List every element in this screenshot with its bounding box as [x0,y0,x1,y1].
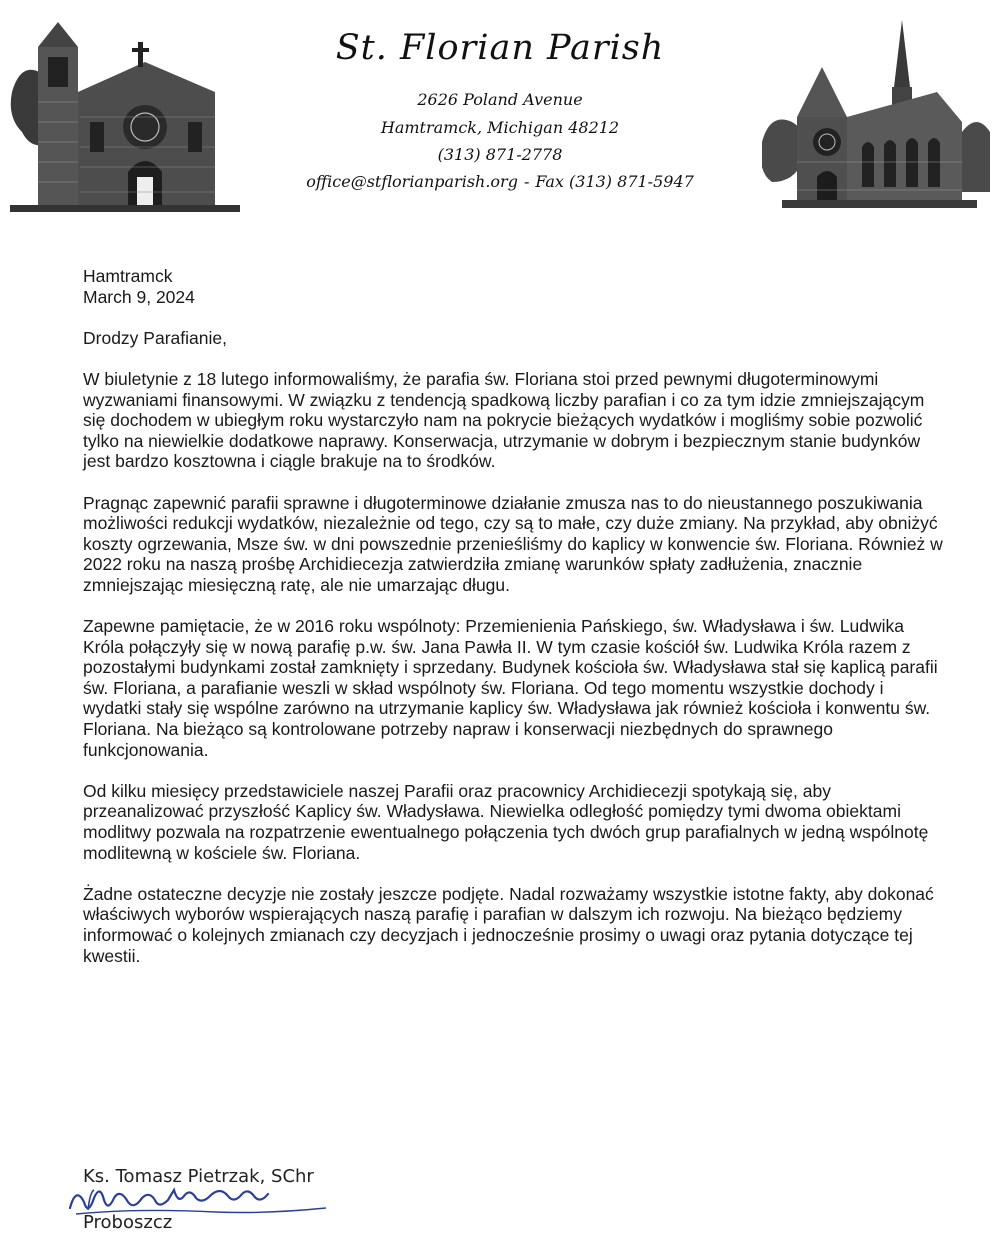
letter-body [83,266,943,987]
paragraph-2: Pragnąc zapewnić parafii sprawne i długoterminowe działanie zmusza nas to do nieustannego poszukiwania możliwości redukcji wydatków, niezależnie od tego, czy są to małe, czy duże zmiany. Na przykład, aby obniżyć koszty ogrzewania, Msze św. w dni powszednie przenieśliśmy do kaplicy w konwencie św. Floriana. Również w 2022 roku na naszą prośbę Archidiecezja zatwierdziła zmianę warunków spłaty zadłużenia, znacznie zmniejszając miesięczną ratę, ale nie umarzając długu. [83,492,943,595]
paragraph-5: Żadne ostateczne decyzje nie zostały jeszcze podjęte. Nadal rozważamy wszystkie istotne fakty, aby dokonać właściwych wyborów wspierających naszą parafię i parafian w dalszym ich rozwoju. Na bieżąco będziemy informować o kolejnych zmianach czy decyzjach i jednocześnie prosimy o uwagi oraz pytania dotyczące tej kwestii. [83,883,934,966]
signer-name: Ks. Tomasz Pietrzak, SChr [83,1166,314,1187]
address-city: Hamtramck, Michigan 48212 [380,118,620,137]
place-date-block [83,266,943,307]
signature-block [68,1162,388,1237]
letterhead [0,0,1000,230]
paragraph-1: W biuletynie z 18 lutego informowaliśmy, że parafia św. Floriana stoi przed pewnymi długoterminowymi wyzwaniami finansowymi. W związku z tendencją spadkową liczby parafian i co za tym idzie zmniejszającym się dochodem w ubiegłym roku wystarczyło nam na pokrycie bieżących wydatków i mogliśmy sobie pozwolić tylko na niewielkie dodatkowe naprawy. Konserwacja, utrzymanie w dobrym i bezpiecznym stanie budynków jest bardzo kosztowna i ciągle brakuje na to środków. [83,368,925,472]
phone-number: (313) 871-2778 [437,145,563,164]
signer-title: Proboszcz [83,1212,173,1233]
address-street: 2626 Poland Avenue [417,90,583,109]
letter-greeting: Drodzy Parafianie, [83,327,227,348]
letter-place: Hamtramck [83,266,173,286]
paragraph-3: Zapewne pamiętacie, że w 2016 roku wspólnoty: Przemienienia Pańskiego, św. Władysława i św. Ludwika Króla połączyły się w nową parafię p.w. św. Jana Pawła II. W tym czasie kościół św. Ludwika Króla razem z pozostałymi budynkami został zamknięty i sprzedany. Budynek kościoła św. Władysława stał się kaplicą parafii św. Floriana, a parafianie weszli w skład wspólnoty św. Floriana. Od tego momentu wszystkie dochody i wydatki stały się wspólne zarówno na utrzymanie kaplicy św. Władysława jak również kościoła i konwentu św. Floriana. Na bieżąco są kontrolowane potrzeby napraw i konserwacji niezbędnych do sprawnego funkcjonowania. [83,616,938,760]
church-illustration-right [762,12,990,212]
church-illustration-left [10,22,240,212]
email-address[interactable]: office@stflorianparish.org [306,172,518,191]
parish-name: St. Florian Parish [335,28,665,68]
fax-number: Fax (313) 871-5947 [535,172,694,191]
letter-date: March 9, 2024 [83,286,195,307]
contact-separator: - [523,172,530,191]
paragraph-4: Od kilku miesięcy przedstawiciele naszej Parafii oraz pracownicy Archidiecezji spotykają się, aby przeanalizować przyszłość Kaplicy św. Władysława. Niewielka odległość pomiędzy tymi dwoma obiektami modlitwy pozwala na rozpatrzenie ewentualnego połączenia tych dwóch grup parafialnych w jedną wspólnotę modlitewną w kościele św. Floriana. [83,780,929,863]
contact-line [250,172,750,191]
